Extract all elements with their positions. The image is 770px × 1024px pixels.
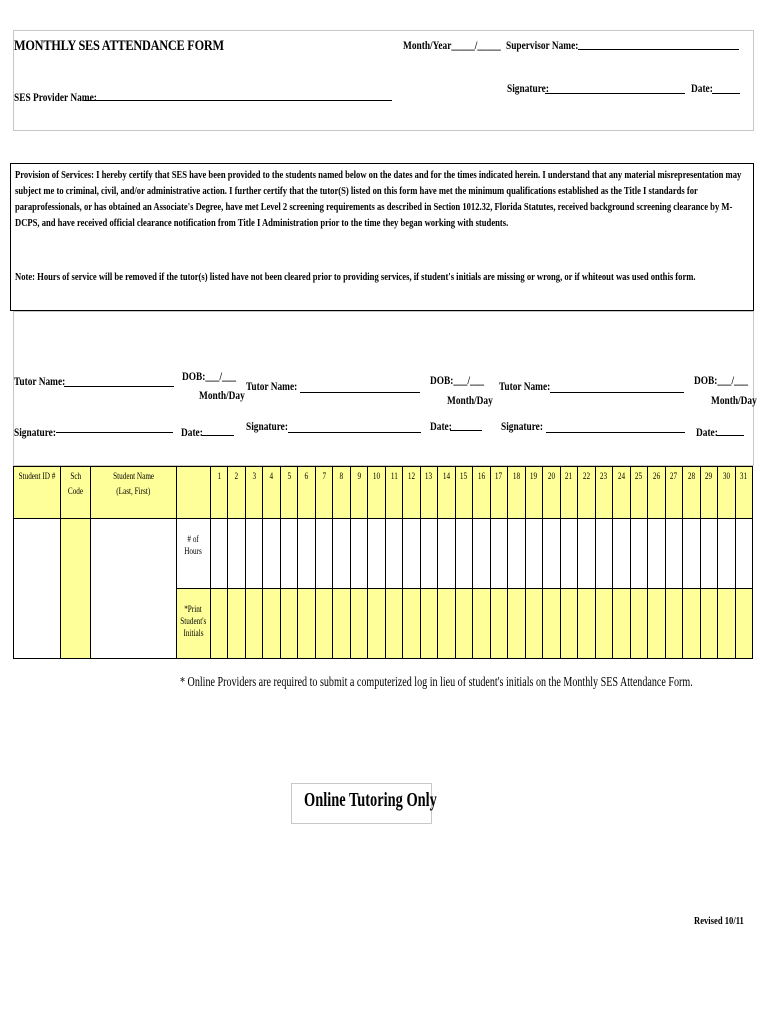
provider-label: SES Provider Name: <box>14 90 97 104</box>
day-header-4: 4 <box>263 467 281 519</box>
day-header-28: 28 <box>683 467 701 519</box>
hours-cell-day-30[interactable] <box>718 519 736 589</box>
day-header-21: 21 <box>560 467 578 519</box>
hours-cell-day-23[interactable] <box>595 519 613 589</box>
initials-cell-day-13[interactable] <box>420 589 438 659</box>
day-header-8: 8 <box>333 467 351 519</box>
hours-cell-day-22[interactable] <box>578 519 596 589</box>
tutor3-name-label: Tutor Name: <box>499 379 551 393</box>
day-header-29: 29 <box>700 467 718 519</box>
month-year-text: Month/Year <box>403 38 452 52</box>
day-header-13: 13 <box>420 467 438 519</box>
day-header-9: 9 <box>350 467 368 519</box>
tutor2-dob <box>430 373 484 388</box>
initials-cell-day-6[interactable] <box>298 589 316 659</box>
tutor1-signature-field[interactable] <box>56 432 173 433</box>
label-column-header <box>177 467 211 519</box>
tutor2-signature-label: Signature: <box>246 419 288 433</box>
hours-cell-day-21[interactable] <box>560 519 578 589</box>
initials-cell-day-24[interactable] <box>613 589 631 659</box>
student-name-cell[interactable] <box>91 519 177 659</box>
provider-field[interactable] <box>84 100 392 101</box>
initials-cell-day-2[interactable] <box>228 589 246 659</box>
hours-cell-day-31[interactable] <box>735 519 753 589</box>
day-header-3: 3 <box>245 467 263 519</box>
hours-cell-day-18[interactable] <box>508 519 526 589</box>
hours-cell-day-1[interactable] <box>210 519 228 589</box>
day-header-6: 6 <box>298 467 316 519</box>
initials-cell-day-12[interactable] <box>403 589 421 659</box>
hours-cell-day-9[interactable] <box>350 519 368 589</box>
tutor1-dob-label: DOB: <box>182 369 206 383</box>
student-name-header: Student Name (Last, First) <box>91 467 177 519</box>
tutor3-date-field[interactable] <box>716 435 744 436</box>
initials-cell-day-20[interactable] <box>543 589 561 659</box>
tutor3-dob-field[interactable]: ___/___ <box>717 373 749 387</box>
initials-cell-day-9[interactable] <box>350 589 368 659</box>
tutor3-name-field[interactable] <box>550 392 684 393</box>
hours-cell-day-17[interactable] <box>490 519 508 589</box>
hours-cell-day-6[interactable] <box>298 519 316 589</box>
tutor2-name-field[interactable] <box>300 392 420 393</box>
grid-header-row <box>14 467 753 519</box>
day-header-18: 18 <box>508 467 526 519</box>
initials-cell-day-11[interactable] <box>385 589 403 659</box>
hours-cell-day-10[interactable] <box>368 519 386 589</box>
initials-cell-day-29[interactable] <box>700 589 718 659</box>
tutor1-name-field[interactable] <box>64 386 174 387</box>
day-header-17: 17 <box>490 467 508 519</box>
initials-cell-day-27[interactable] <box>665 589 683 659</box>
hours-cell-day-27[interactable] <box>665 519 683 589</box>
day-header-14: 14 <box>438 467 456 519</box>
hours-cell-day-19[interactable] <box>525 519 543 589</box>
initials-cell-day-21[interactable] <box>560 589 578 659</box>
provision-note: Note: Hours of service will be removed if the tutor(s) listed have not been cleared prior to providing services, if student's initials are missing or wrong, or if whiteout was used onthis form. <box>15 271 696 283</box>
initials-cell-day-17[interactable] <box>490 589 508 659</box>
initials-cell-day-15[interactable] <box>455 589 473 659</box>
day-header-11: 11 <box>385 467 403 519</box>
day-header-16: 16 <box>473 467 491 519</box>
initials-cell-day-5[interactable] <box>280 589 298 659</box>
day-header-23: 23 <box>595 467 613 519</box>
tutor-section-box <box>13 311 754 466</box>
sch-code-header: Sch Code <box>61 467 91 519</box>
hours-cell-day-7[interactable] <box>315 519 333 589</box>
tutor3-signature-field[interactable] <box>546 432 685 433</box>
tutor3-month-day: Month/Day <box>711 393 757 407</box>
day-header-25: 25 <box>630 467 648 519</box>
hours-cell-day-2[interactable] <box>228 519 246 589</box>
initials-cell-day-22[interactable] <box>578 589 596 659</box>
supervisor-signature-field[interactable] <box>545 93 685 94</box>
tutor1-dob <box>182 369 236 384</box>
day-header-27: 27 <box>665 467 683 519</box>
tutor3-date-label: Date: <box>696 425 718 439</box>
tutor1-date-label: Date: <box>181 425 203 439</box>
hours-cell-day-13[interactable] <box>420 519 438 589</box>
tutor1-date-field[interactable] <box>202 435 234 436</box>
tutor1-name-label: Tutor Name: <box>14 374 66 388</box>
initials-cell-day-10[interactable] <box>368 589 386 659</box>
initials-cell-day-4[interactable] <box>263 589 281 659</box>
hours-cell-day-25[interactable] <box>630 519 648 589</box>
initials-cell-day-1[interactable] <box>210 589 228 659</box>
tutor2-signature-field[interactable] <box>288 432 421 433</box>
hours-cell-day-12[interactable] <box>403 519 421 589</box>
day-header-10: 10 <box>368 467 386 519</box>
initials-cell-day-8[interactable] <box>333 589 351 659</box>
initials-cell-day-28[interactable] <box>683 589 701 659</box>
hours-cell-day-15[interactable] <box>455 519 473 589</box>
month-year-label <box>403 38 501 53</box>
day-header-31: 31 <box>735 467 753 519</box>
footnote: * Online Providers are required to submit a computerized log in lieu of student's initials on the Monthly SES Attendance Form. <box>180 675 693 690</box>
day-header-22: 22 <box>578 467 596 519</box>
hours-cell-day-28[interactable] <box>683 519 701 589</box>
day-header-5: 5 <box>280 467 298 519</box>
tutor2-dob-label: DOB: <box>430 373 454 387</box>
initials-cell-day-19[interactable] <box>525 589 543 659</box>
tutor1-month-day: Month/Day <box>199 388 245 402</box>
tutor2-date-label: Date: <box>430 419 452 433</box>
hours-cell-day-29[interactable] <box>700 519 718 589</box>
tutor2-name-label: Tutor Name: <box>246 379 298 393</box>
day-header-15: 15 <box>455 467 473 519</box>
supervisor-label: Supervisor Name: <box>506 38 579 52</box>
student-id-header: Student ID # <box>14 467 61 519</box>
tutor2-month-day: Month/Day <box>447 393 493 407</box>
initials-cell-day-30[interactable] <box>718 589 736 659</box>
tutor3-dob <box>694 373 748 388</box>
sch-code-cell[interactable] <box>61 519 91 659</box>
hours-cell-day-26[interactable] <box>648 519 666 589</box>
tutor1-signature-label: Signature: <box>14 425 56 439</box>
initials-cell-day-23[interactable] <box>595 589 613 659</box>
hours-cell-day-3[interactable] <box>245 519 263 589</box>
tutor2-date-field[interactable] <box>450 430 482 431</box>
initials-row-label: *Print Student's Initials <box>177 589 211 659</box>
online-tutoring-label: Online Tutoring Only <box>304 789 437 811</box>
initials-cell-day-25[interactable] <box>630 589 648 659</box>
day-header-30: 30 <box>718 467 736 519</box>
hours-cell-day-16[interactable] <box>473 519 491 589</box>
hours-cell-day-4[interactable] <box>263 519 281 589</box>
tutor3-signature-label: Signature: <box>501 419 543 433</box>
hours-cell-day-14[interactable] <box>438 519 456 589</box>
supervisor-signature-label: Signature: <box>507 81 549 95</box>
supervisor-field[interactable] <box>578 49 739 50</box>
attendance-grid <box>13 466 753 659</box>
tutor2-dob-field[interactable]: ___/___ <box>453 373 485 387</box>
day-header-12: 12 <box>403 467 421 519</box>
initials-cell-day-3[interactable] <box>245 589 263 659</box>
hours-cell-day-11[interactable] <box>385 519 403 589</box>
revised-label: Revised 10/11 <box>694 915 744 927</box>
supervisor-date-field[interactable] <box>712 93 740 94</box>
hours-row-label: # of Hours <box>177 519 211 589</box>
hours-cell-day-5[interactable] <box>280 519 298 589</box>
initials-cell-day-26[interactable] <box>648 589 666 659</box>
initials-cell-day-31[interactable] <box>735 589 753 659</box>
initials-cell-day-16[interactable] <box>473 589 491 659</box>
tutor1-dob-field[interactable]: ___/___ <box>205 369 237 383</box>
initials-cell-day-14[interactable] <box>438 589 456 659</box>
month-year-blank[interactable]: _____/_____ <box>451 38 501 52</box>
hours-cell-day-24[interactable] <box>613 519 631 589</box>
day-header-1: 1 <box>210 467 228 519</box>
day-header-26: 26 <box>648 467 666 519</box>
day-header-7: 7 <box>315 467 333 519</box>
student-id-cell[interactable] <box>14 519 61 659</box>
day-header-20: 20 <box>543 467 561 519</box>
tutor3-dob-label: DOB: <box>694 373 718 387</box>
day-header-2: 2 <box>228 467 246 519</box>
hours-cell-day-20[interactable] <box>543 519 561 589</box>
hours-cell-day-8[interactable] <box>333 519 351 589</box>
day-header-19: 19 <box>525 467 543 519</box>
initials-cell-day-18[interactable] <box>508 589 526 659</box>
supervisor-date-label: Date: <box>691 81 713 95</box>
initials-cell-day-7[interactable] <box>315 589 333 659</box>
hours-row <box>14 519 753 589</box>
day-header-24: 24 <box>613 467 631 519</box>
provision-text: Provision of Services: I hereby certify that SES have been provided to the students named below on the dates and for the times indicated herein. I understand that any material misrepresentation may subject me to criminal, civil, and/or administrative action. I further certify that the tutor(S) listed on this form have met the minimum qualifications established as the Title I standards for paraprofessionals, or has obtained an Associate's Degree, have met Level 2 screening requirements as described in Section 1012.32, Florida Statutes, received background screening clearance by M-DCPS, and have received official clearance notification from Title I Administration prior to the time they began working with students. <box>15 169 742 229</box>
form-title: MONTHLY SES ATTENDANCE FORM <box>14 38 224 54</box>
